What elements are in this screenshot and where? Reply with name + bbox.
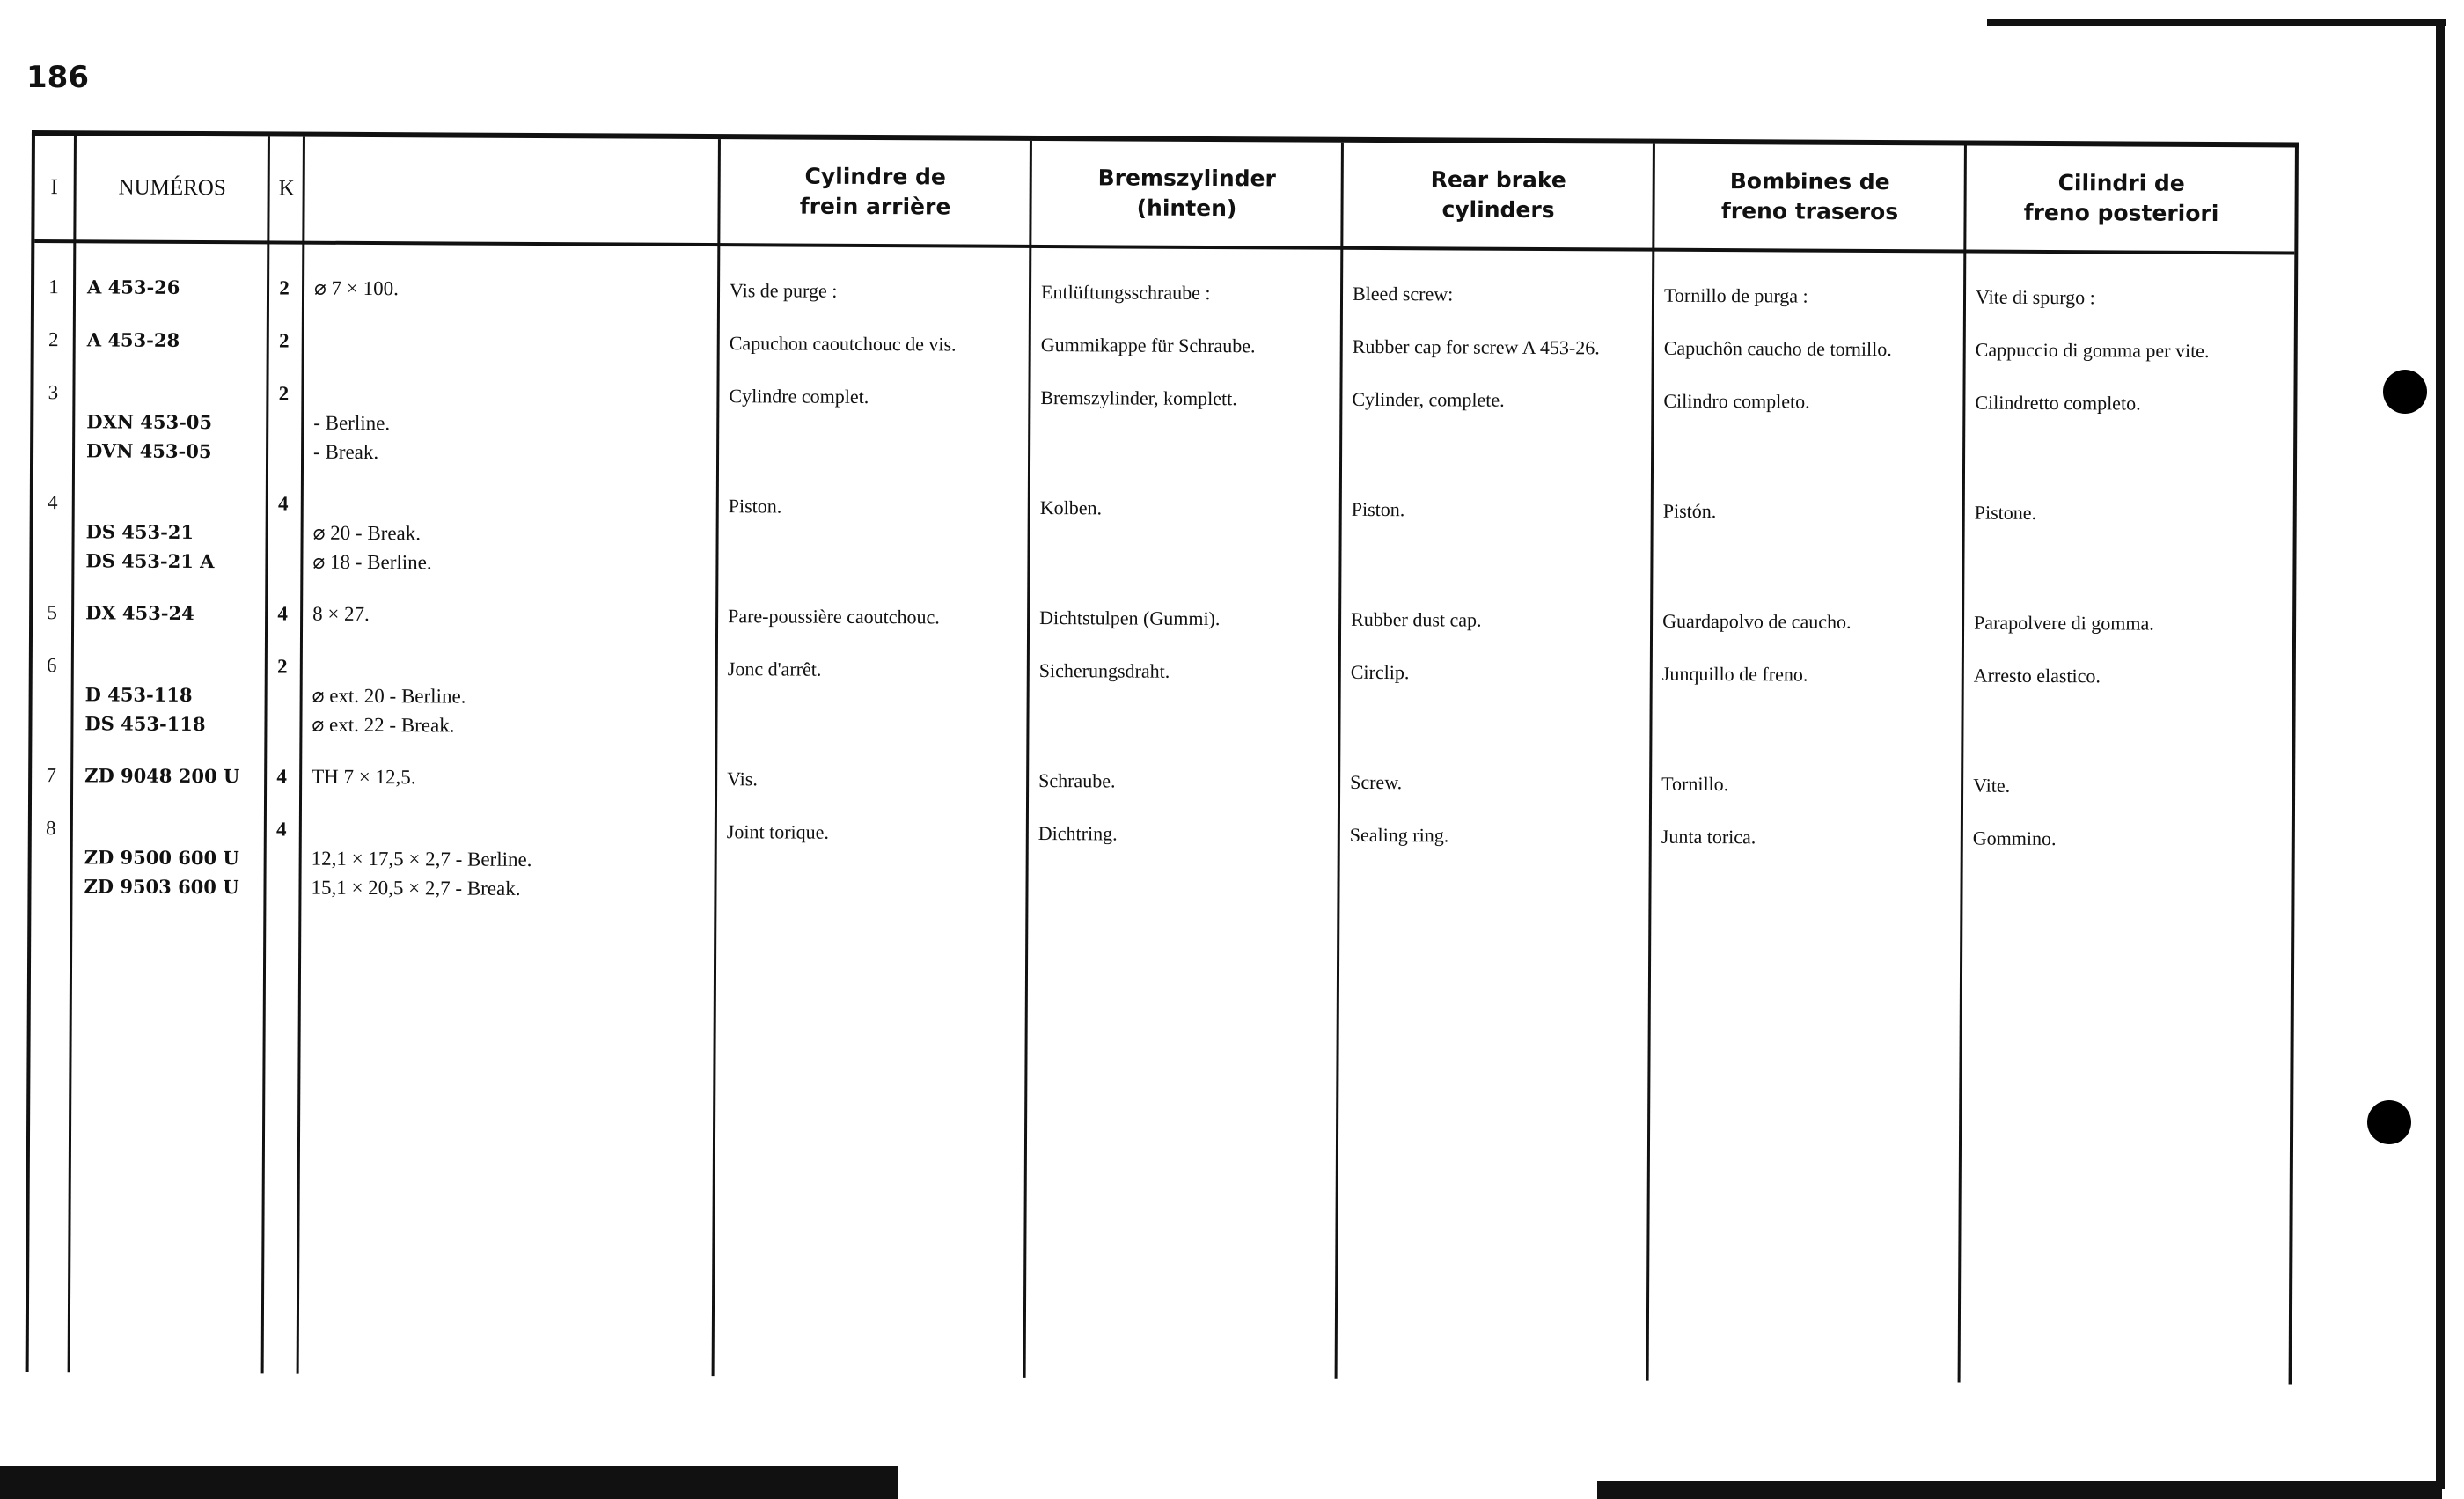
column-divider (1646, 144, 1655, 1381)
description-es: Guardapolvo de caucho. (1662, 609, 1852, 633)
description-fr: Vis. (727, 768, 758, 790)
description-es: Junta torica. (1661, 825, 1756, 849)
description-es: Pistón. (1662, 499, 1717, 523)
description-en: Screw. (1350, 770, 1403, 794)
description-it: Arresto elastico. (1973, 664, 2101, 687)
header-english: Rear brake cylinders (1430, 166, 1566, 224)
description-fr: Joint torique. (726, 820, 830, 843)
row-index: 1 (48, 276, 59, 298)
description-de: Bremszylinder, komplett. (1040, 386, 1237, 410)
header-french: Cylindre de frein arrière (799, 163, 951, 220)
header-spec (305, 137, 718, 243)
column-divider (712, 139, 721, 1376)
description-it: Cilindretto completo. (1975, 391, 2141, 415)
description-fr: Vis de purge : (729, 279, 838, 302)
description-fr: Pare-poussière caoutchouc. (728, 605, 940, 628)
specification (314, 327, 710, 328)
quantity-k: 4 (277, 602, 288, 625)
description-fr: Jonc d'arrêt. (727, 658, 822, 680)
description-de: Entlüftungsschraube : (1040, 281, 1211, 305)
page-number: 186 (26, 60, 89, 95)
row-index: 8 (46, 817, 56, 840)
part-number: A 453-26 (87, 276, 180, 298)
row-index: 6 (47, 654, 57, 677)
description-es: Junquillo de freno. (1661, 662, 1808, 686)
description-it: Pistone. (1974, 501, 2037, 524)
quantity-k: 4 (276, 765, 287, 788)
description-en: Sealing ring. (1349, 823, 1449, 847)
quantity-k: 2 (278, 329, 290, 352)
header-numeros: NUMÉROS (118, 175, 226, 201)
specification: TH 7 × 12,5. (312, 765, 416, 789)
column-divider (1023, 141, 1032, 1378)
table-row (32, 761, 2292, 797)
description-fr: Capuchon caoutchouc de vis. (729, 332, 957, 356)
description-de: Kolben. (1039, 496, 1103, 519)
description-fr: Cylindre complet. (729, 385, 869, 408)
header-spanish: Bombines de freno traseros (1720, 168, 1899, 225)
row-index: 4 (47, 491, 58, 514)
description-es: Tornillo de purga : (1663, 283, 1808, 307)
scan-bottom-band-left (0, 1466, 898, 1499)
specification: ⌀ ext. 20 - Berline. ⌀ ext. 22 - Break. (312, 655, 466, 737)
description-en: Piston. (1351, 497, 1405, 521)
specification: 8 × 27. (312, 602, 370, 626)
quantity-k: 4 (277, 492, 289, 515)
specification: - Berline. - Break. (313, 382, 391, 464)
specification: ⌀ 7 × 100. (314, 276, 399, 300)
table-row (33, 488, 2293, 574)
part-number: D 453-118 DS 453-118 (84, 654, 206, 736)
scan-bottom-band-right (1597, 1481, 2442, 1499)
quantity-k: 2 (278, 382, 290, 405)
description-de: Sicherungsdraht. (1038, 659, 1170, 682)
quantity-k: 2 (276, 655, 288, 678)
description-it: Parapolvere di gomma. (1974, 611, 2154, 635)
table-row (34, 378, 2294, 464)
quantity-k: 4 (276, 818, 287, 841)
top-rule (1987, 19, 2446, 26)
table-row (33, 598, 2292, 635)
description-es: Cilindro completo. (1663, 389, 1810, 413)
part-number: DX 453-24 (85, 601, 194, 624)
table-row (34, 272, 2294, 309)
description-fr: Piston. (728, 495, 782, 518)
description-es: Tornillo. (1661, 772, 1729, 796)
specification: ⌀ 20 - Break. ⌀ 18 - Berline. (312, 492, 432, 574)
description-en: Rubber cap for screw A 453-26. (1352, 334, 1600, 359)
column-divider (1958, 145, 1967, 1382)
row-index: 7 (46, 764, 56, 787)
row-index: 3 (48, 381, 59, 404)
description-it: Vite di spurgo : (1975, 285, 2095, 309)
table-row (33, 650, 2292, 737)
description-de: Gummikappe für Schraube. (1040, 334, 1256, 357)
header-i: I (50, 175, 58, 200)
description-en: Bleed screw: (1352, 282, 1454, 305)
description-it: Gommino. (1972, 827, 2057, 850)
punch-hole-bottom (2367, 1100, 2411, 1144)
column-divider (68, 136, 77, 1372)
part-number: A 453-28 (86, 328, 180, 351)
quantity-k: 2 (279, 276, 290, 299)
table-row (34, 325, 2294, 362)
punch-hole-top (2383, 370, 2427, 414)
column-divider (297, 137, 305, 1374)
description-en: Rubber dust cap. (1351, 607, 1482, 631)
description-es: Capuchôn caucho de tornillo. (1663, 336, 1892, 361)
description-it: Cappuccio di gomma per vite. (1975, 338, 2210, 362)
row-index: 5 (47, 601, 57, 624)
description-it: Vite. (1973, 774, 2011, 797)
part-number: DXN 453-05 DVN 453-05 (86, 381, 213, 463)
description-de: Schraube. (1038, 769, 1116, 792)
part-number: ZD 9500 600 U ZD 9503 600 U (84, 817, 239, 899)
column-divider (261, 136, 270, 1373)
header-german: Bremszylinder (hinten) (1097, 165, 1276, 222)
header-italian: Cilindri de freno posteriori (2023, 170, 2219, 227)
description-en: Cylinder, complete. (1352, 387, 1505, 411)
part-number: DS 453-21 DS 453-21 A (85, 491, 215, 573)
specification: 12,1 × 17,5 × 2,7 - Berline. 15,1 × 20,5 × 2,7 - Break. (311, 818, 532, 900)
description-de: Dichtring. (1038, 822, 1118, 845)
table-row (32, 813, 2292, 900)
description-de: Dichtstulpen (Gummi). (1039, 606, 1221, 630)
column-divider (1335, 143, 1344, 1379)
part-number: ZD 9048 200 U (84, 764, 240, 788)
parts-table (26, 130, 2299, 1384)
description-en: Circlip. (1350, 660, 1410, 684)
scan-right-edge (2436, 19, 2445, 1489)
header-k: K (278, 176, 295, 201)
row-index: 2 (48, 328, 59, 351)
